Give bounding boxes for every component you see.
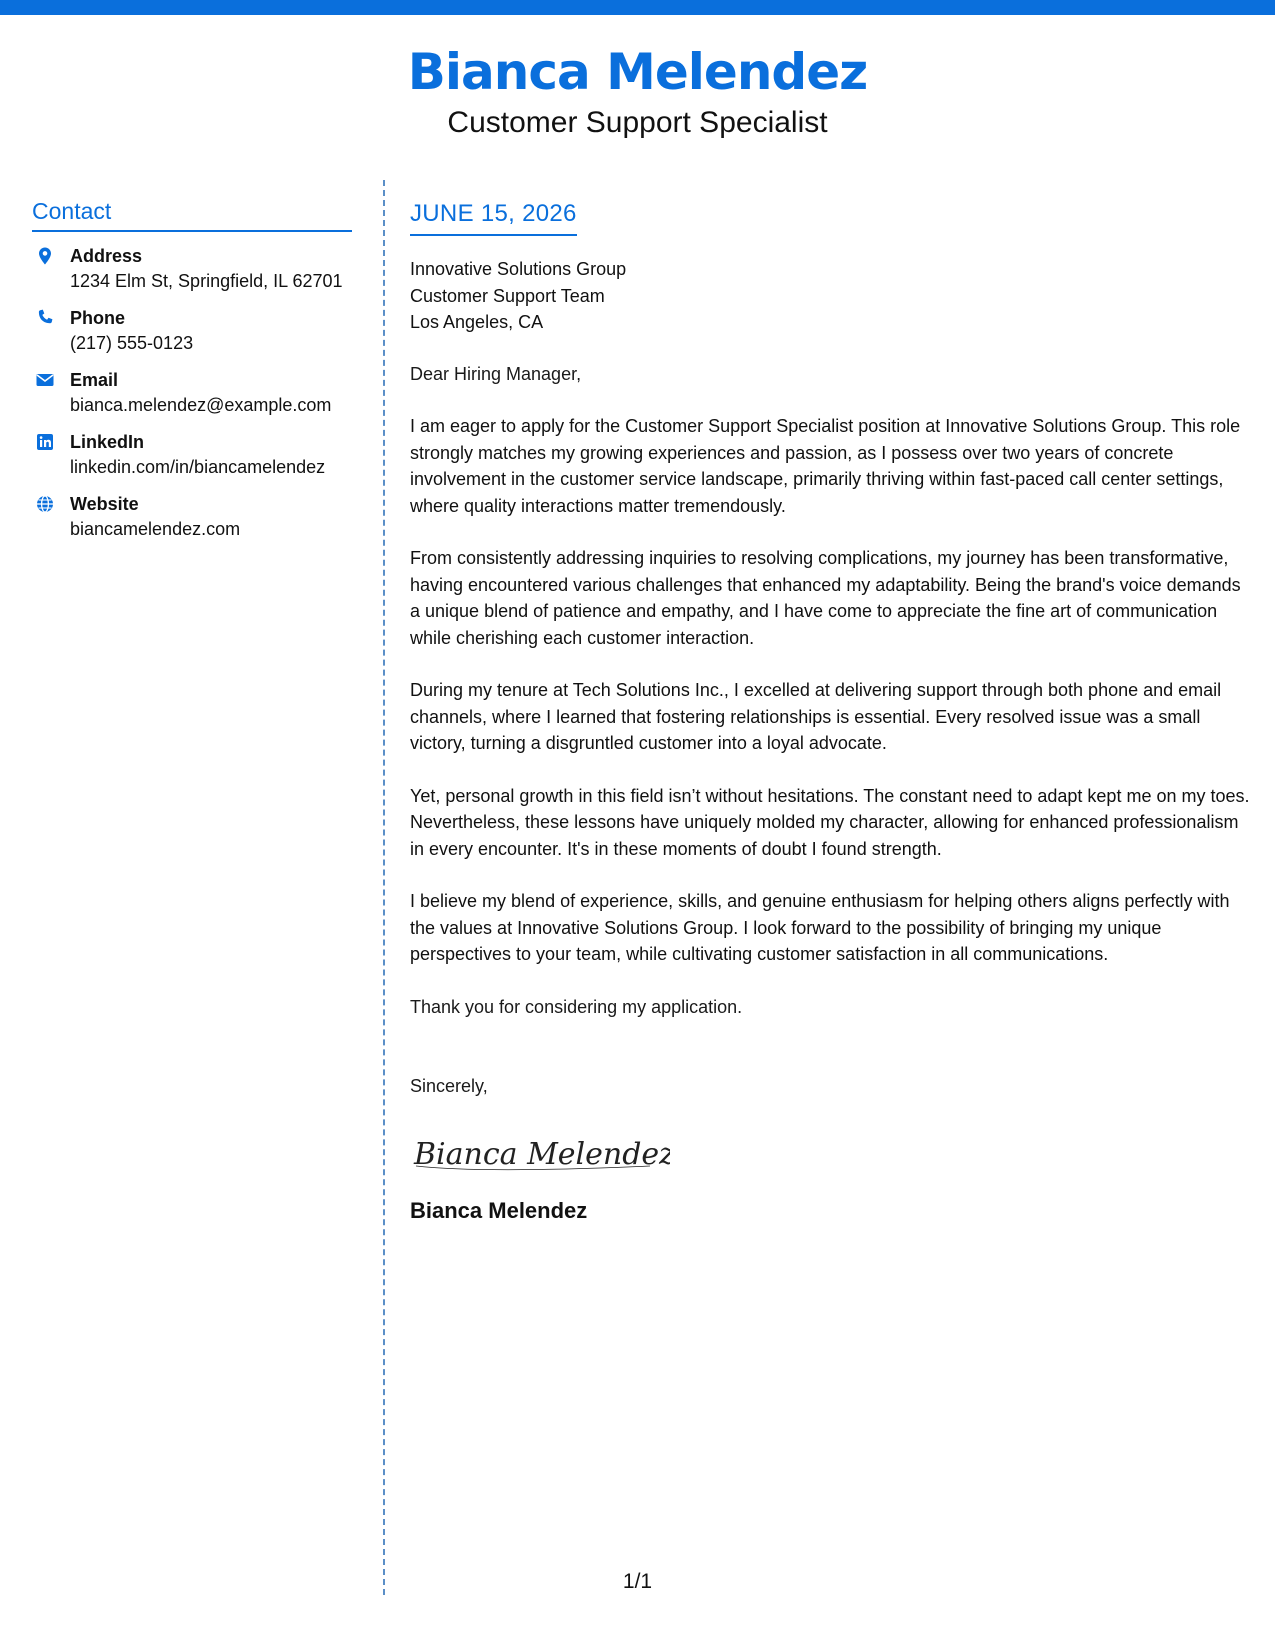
body-paragraph: Yet, personal growth in this field isn’t without hesitations. The constant need to adapt kept me on my toes. Nevertheless, these lessons have uniquely molded my character, allowing for enhanced professionalism in every encounter. It's in these moments of doubt I found strength. (410, 785, 1250, 859)
contact-email (32, 368, 352, 418)
thanks-line: Thank you for considering my application. (410, 996, 743, 1017)
column-divider (383, 180, 385, 1595)
page-indicator: 1/1 (622, 1570, 653, 1593)
linkedin-icon (35, 432, 55, 452)
phone-icon (35, 308, 55, 328)
contact-sidebar (32, 196, 352, 554)
contact-label: Address (70, 246, 143, 266)
header (0, 38, 1275, 142)
signer-name: Bianca Melendez (410, 1197, 588, 1223)
contact-label: Website (70, 494, 139, 514)
recipient-block (410, 256, 1250, 336)
letter-date: JUNE 15, 2026 (410, 200, 577, 227)
contact-list (32, 244, 352, 542)
contact-label: Phone (70, 308, 126, 328)
body-paragraph: I am eager to apply for the Customer Support Specialist position at Innovative Solutions Group. This role strongly matches my growing experiences and passion, as I possess over two years of concrete involvement in the customer service landscape, primarily thriving within fast-paced call center settings, where quality interactions matter tremendously. (410, 416, 1241, 516)
contact-heading: Contact (32, 196, 352, 232)
linkedin-value: linkedin.com/in/biancamelendez (70, 457, 326, 477)
applicant-name: Bianca Melendez (407, 43, 868, 101)
top-accent-bar (0, 0, 1275, 15)
contact-address (32, 244, 352, 294)
handwritten-signature (410, 1122, 1250, 1182)
contact-label: LinkedIn (70, 432, 145, 452)
recipient-line: Los Angeles, CA (410, 312, 544, 332)
signature-graphic (410, 1122, 670, 1182)
email-value: bianca.melendez@example.com (70, 395, 332, 415)
signature-text: Bianca Melendez (414, 1136, 670, 1172)
greeting: Dear Hiring Manager, (410, 363, 582, 384)
contact-website (32, 492, 352, 542)
letter-body (410, 198, 1250, 1226)
phone-value: (217) 555-0123 (70, 333, 194, 353)
website-value: biancamelendez.com (70, 519, 241, 539)
date-block (410, 198, 577, 236)
map-pin-icon (35, 246, 55, 266)
body-paragraph: From consistently addressing inquiries to resolving complications, my journey has been transformative, having encountered various challenges that enhanced my adaptability. Being the brand's voice demands a unique blend of patience and empathy, and I have come to appreciate the fine art of communication while cherishing each customer interaction. (410, 548, 1241, 648)
address-value: 1234 Elm St, Springfield, IL 62701 (70, 271, 343, 291)
envelope-icon (35, 370, 55, 390)
globe-icon (35, 494, 55, 514)
contact-label: Email (70, 370, 119, 390)
body-paragraph: During my tenure at Tech Solutions Inc., I excelled at delivering support through both phone and email channels, where I learned that fostering relationships is essential. Every resolved issue was a small victory, turning a disgruntled customer into a loyal advocate. (410, 680, 1222, 753)
recipient-line: Customer Support Team (410, 285, 605, 306)
contact-linkedin (32, 430, 352, 480)
body-paragraph: I believe my blend of experience, skills, and genuine enthusiasm for helping others aligns perfectly with the values at Innovative Solutions Group. I look forward to the possibility of bringing my unique perspectives to your team, while cultivating customer satisfaction in all communications. (410, 891, 1230, 964)
contact-phone (32, 306, 352, 356)
closing: Sincerely, (410, 1076, 488, 1096)
job-title: Customer Support Specialist (447, 106, 828, 139)
recipient-line: Innovative Solutions Group (410, 259, 627, 279)
